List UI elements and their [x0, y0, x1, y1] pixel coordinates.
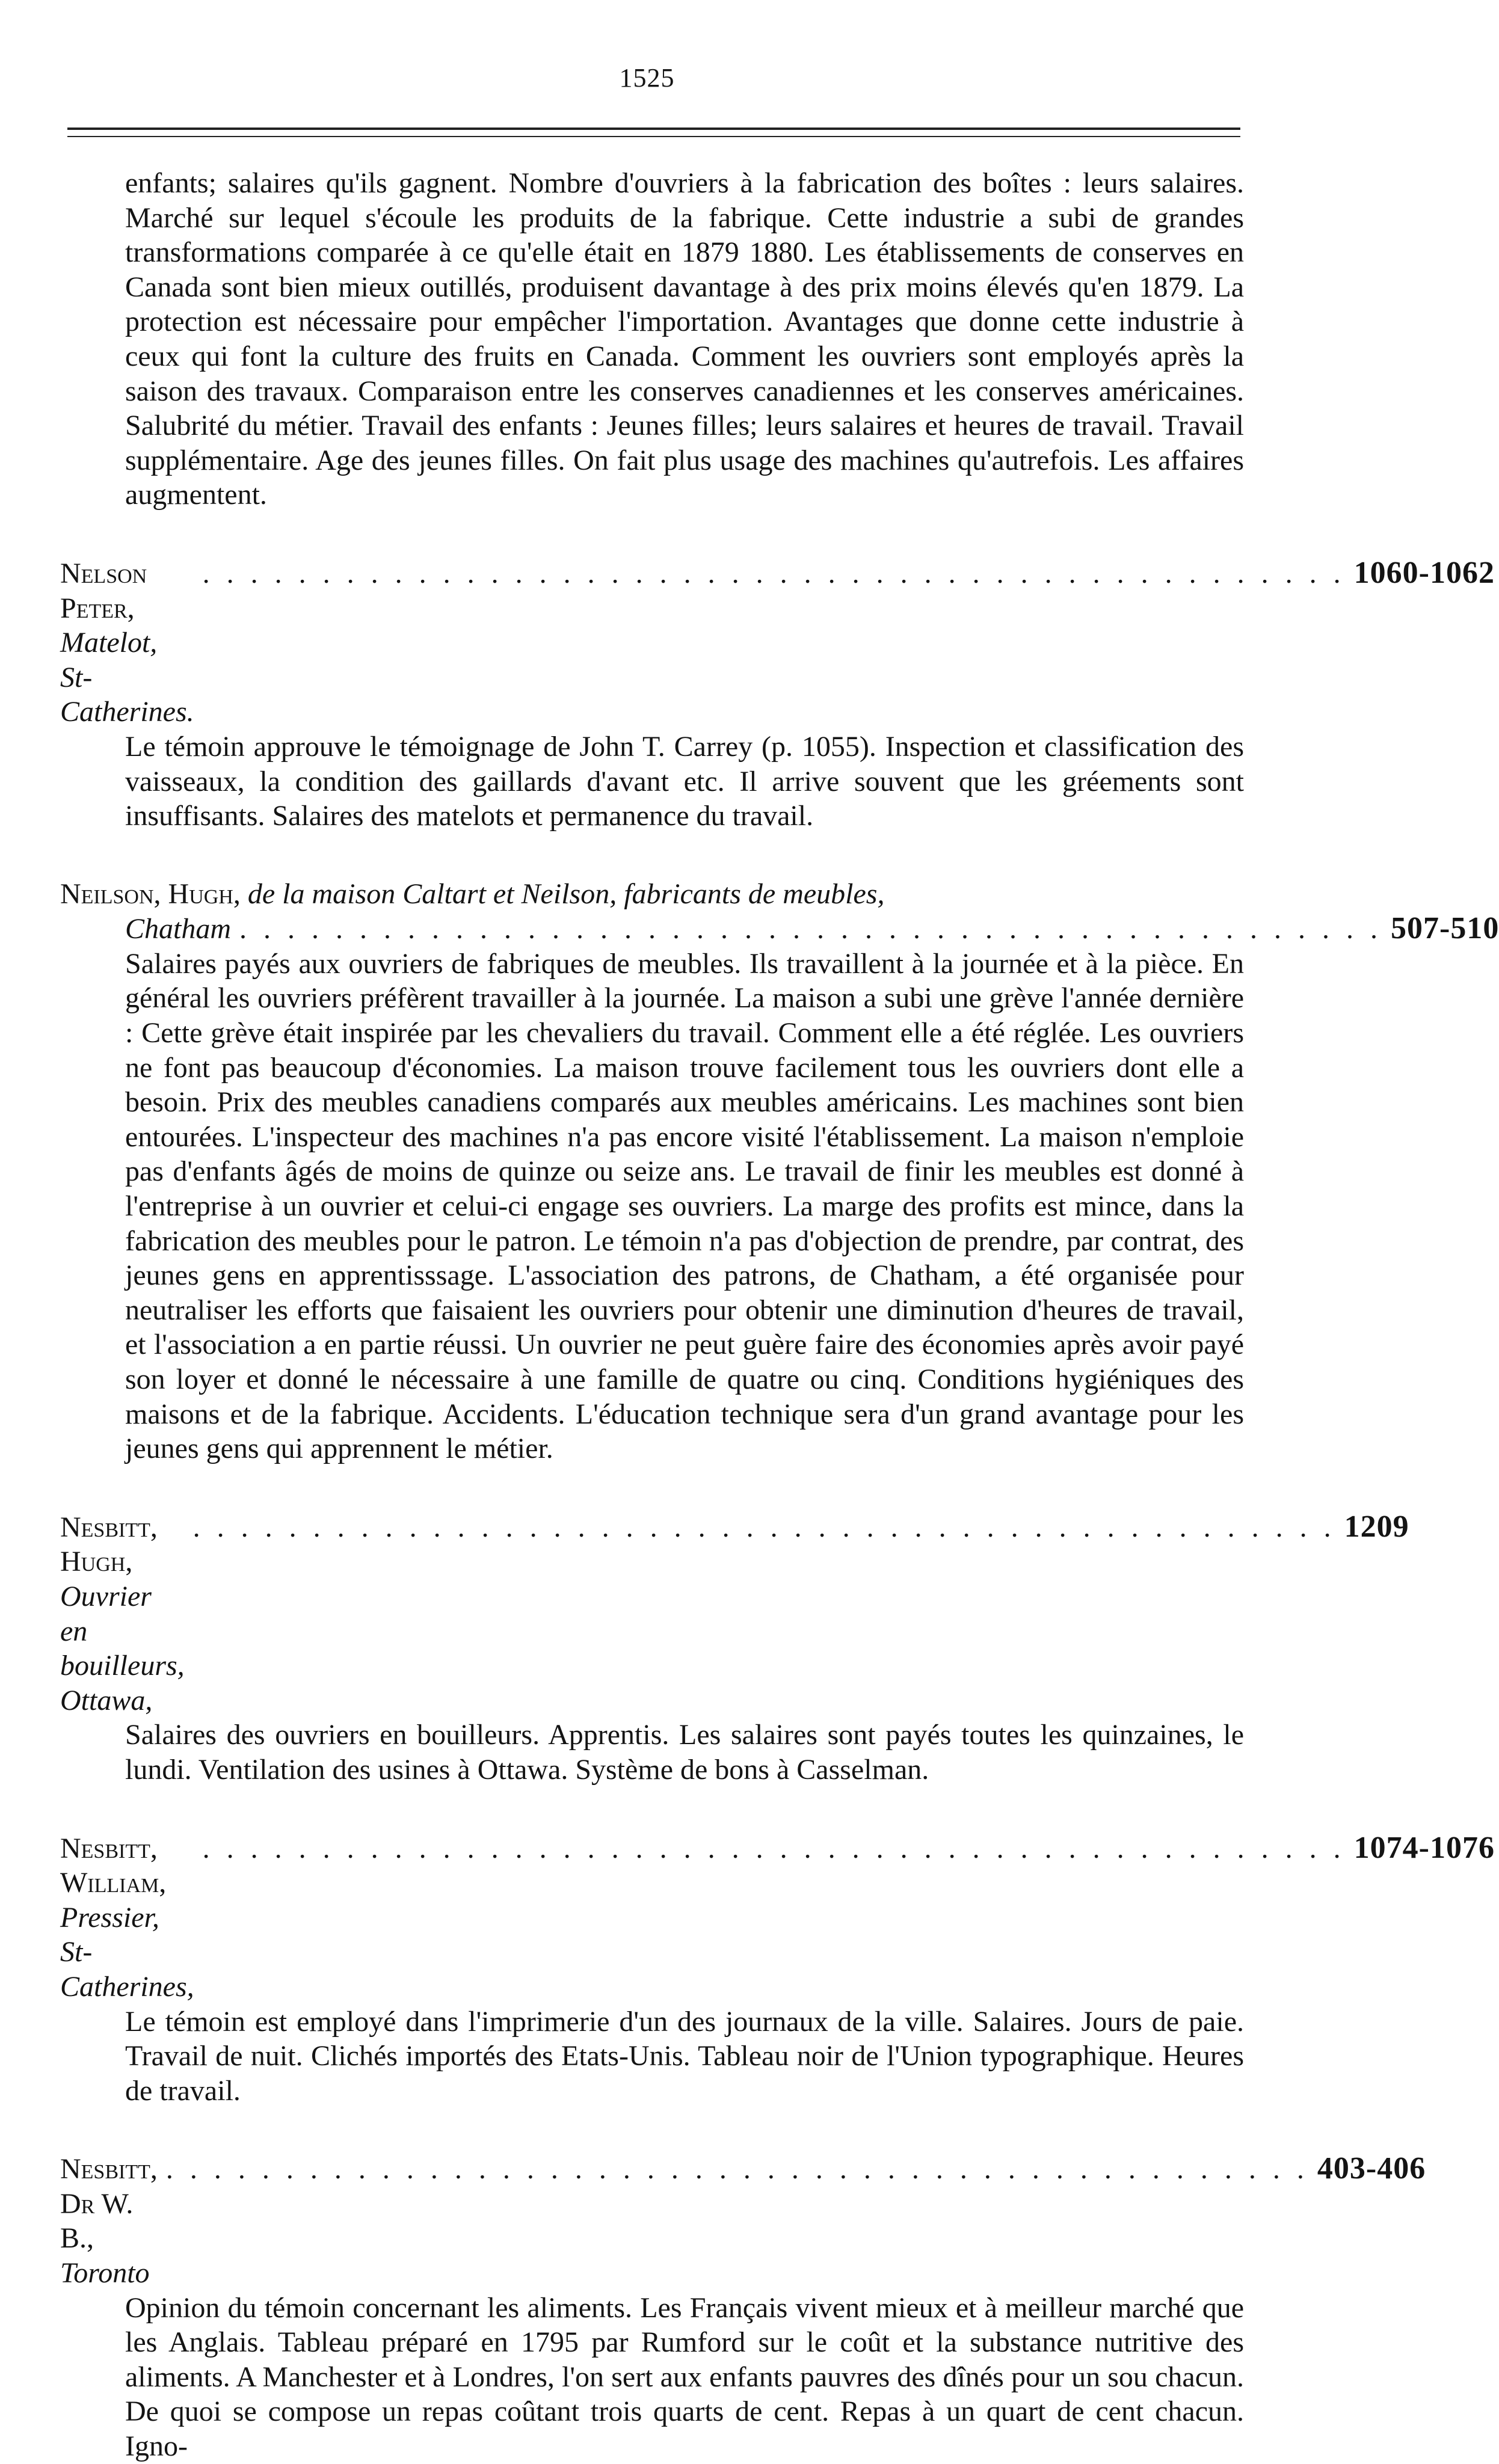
witness-description: Ouvrier en bouilleurs, Ottawa,	[60, 1580, 185, 1716]
entry-heading-text	[60, 556, 194, 730]
dot-leaders: . . . . . . . . . . . . . . . . . . . . . . . . . . . . . . . . . . . . . . . . . . . . . . . .	[165, 2153, 1309, 2186]
intro-paragraph: enfants; salaires qu'ils gagnent. Nombre d'ouvriers à la fabrication des boîtes : leurs salaires. Marché sur lequel s'écoule les produits de la fabrique. Cette industrie a subi de grandes transformations comparée à ce qu'elle était en 1879 1880. Les établissements de conserves en Canada sont bien mieux outillés, produisent davantage à des prix moins élevés qu'en 1879. La protection est nécessaire pour empêcher l'importation. Avantages que donne cette industrie à ceux qui font la culture des fruits en Canada. Comment les ouvriers sont employés après la saison des travaux. Comparaison entre les conserves canadiennes et les conserves américaines. Salubrité du métier. Travail des enfants : Jeunes filles; leurs salaires et heures de travail. Travail supplémentaire. Age des jeunes filles. On fait plus usage des machines qu'autrefois. Les affaires augmentent.	[125, 167, 1244, 511]
dot-leaders: . . . . . . . . . . . . . . . . . . . . . . . . . . . . . . . . . . . . . . . . . . . . . . . .	[202, 1832, 1346, 1864]
entry-heading-text	[60, 2152, 158, 2290]
page-number: 1525	[619, 63, 675, 93]
header-rule-thick	[67, 128, 1240, 130]
index-entry	[60, 2151, 1426, 2463]
entry-summary: Le témoin est employé dans l'imprimerie d'un des journaux de la ville. Salaires. Jours de paie. Travail de nuit. Clichés importés des Etats-Unis. Tableau noir de l'Union typographique. Heures de travail.	[125, 2005, 1244, 2107]
witness-name: Nesbitt, William,	[60, 1832, 167, 1899]
witness-name: Neilson, Hugh,	[60, 877, 241, 910]
witness-name: Nesbitt, Dr W. B.,	[60, 2153, 158, 2255]
index-entry	[60, 555, 1495, 834]
entry-heading	[60, 555, 1495, 730]
page-reference: 403-406	[1317, 2151, 1426, 2186]
witness-name: Nesbitt, Hugh,	[60, 1511, 158, 1578]
index-entry	[60, 877, 1499, 1466]
index-entry	[60, 1509, 1409, 1787]
entry-heading-text	[60, 1510, 185, 1718]
witness-description: de la maison Caltart et Neilson, fabricants de meubles,	[247, 877, 885, 910]
dot-leaders: . . . . . . . . . . . . . . . . . . . . . . . . . . . . . . . . . . . . . . . . . . . . . . . .	[202, 557, 1346, 589]
header-rule-thin	[67, 136, 1240, 137]
witness-name: Nelson Peter,	[60, 557, 147, 624]
witness-location: Chatham	[125, 913, 232, 945]
witness-description: Toronto	[60, 2257, 150, 2290]
entry-heading-text	[60, 1831, 194, 2005]
dot-leaders: . . . . . . . . . . . . . . . . . . . . . . . . . . . . . . . . . . . . . . . . . . . . . . . .	[239, 913, 1383, 945]
page-reference: 1074-1076	[1353, 1830, 1495, 1865]
entry-heading	[60, 911, 1499, 947]
entry-summary: Salaires des ouvriers en bouilleurs. Apprentis. Les salaires sont payés toutes les quinzaines, le lundi. Ventilation des usines à Ottawa. Système de bons à Casselman.	[125, 1719, 1244, 1786]
index-content	[60, 166, 1499, 2464]
dot-leaders: . . . . . . . . . . . . . . . . . . . . . . . . . . . . . . . . . . . . . . . . . . . . . . . .	[192, 1511, 1336, 1543]
entry-summary: Opinion du témoin concernant les aliments. Les Français vivent mieux et à meilleur marché que les Anglais. Tableau préparé en 1795 par Rumford sur le coût et la substance nutritive des aliments. A Manchester et à Londres, l'on sert aux enfants pauvres des dînés pour un sou chacun. De quoi se compose un repas coûtant trois quarts de cent. Repas à un quart de cent chacun. Igno-	[125, 2291, 1244, 2463]
witness-description: Matelot, St-Catherines.	[60, 627, 194, 728]
entry-summary: Salaires payés aux ouvriers de fabriques de meubles. Ils travaillent à la journée et à la pièce. En général les ouvriers préfèrent travailler à la journée. La maison a subi une grève l'année dernière : Cette grève était inspirée par les chevaliers du travail. Comment elle a été réglée. Les ouvriers ne font pas beaucoup d'économies. La maison trouve facilement tous les ouvriers dont elle a besoin. Prix des meubles canadiens comparés aux meubles américains. Les machines sont bien entourées. L'inspecteur des machines n'a pas encore visité l'établissement. La maison n'emploie pas d'enfants âgés de moins de quinze ou seize ans. Le travail de finir les meubles est donné à l'entreprise à un ouvrier et celui-ci engage ses ouvriers. La marge des profits est mince, dans la fabrication des meubles pour le patron. Le témoin n'a pas d'objection de prendre, par contrat, des jeunes gens en apprentisssage. L'association des patrons, de Chatham, a été organisée pour neutraliser les efforts que faisaient les ouvriers pour obtenir une diminution d'heures de travail, et l'association a en partie réussi. Un ouvrier ne peut guère faire des économies après avoir payé son loyer et donné le nécessaire à une famille de quatre ou cinq. Conditions hygiéniques des maisons et de la fabrique. Accidents. L'éducation technique sera d'un grand avantage pour les jeunes gens qui apprennent le métier.	[125, 947, 1244, 1465]
witness-description: Pressier, St-Catherines,	[60, 1901, 194, 2003]
entry-heading	[60, 1509, 1409, 1718]
entry-heading-line-1	[60, 877, 1244, 912]
index-entry	[60, 1830, 1495, 2109]
page-reference: 1209	[1344, 1509, 1409, 1544]
entry-summary: Le témoin approuve le témoignage de John T. Carrey (p. 1055). Inspection et classification des vaisseaux, la condition des gaillards d'avant etc. Il arrive souvent que les gréements sont insuffisants. Salaires des matelots et permanence du travail.	[125, 730, 1244, 832]
entry-heading	[60, 1830, 1495, 2005]
page-reference: 1060-1062	[1353, 555, 1495, 590]
entry-heading	[60, 2151, 1426, 2290]
page-reference: 507-510	[1391, 911, 1499, 946]
